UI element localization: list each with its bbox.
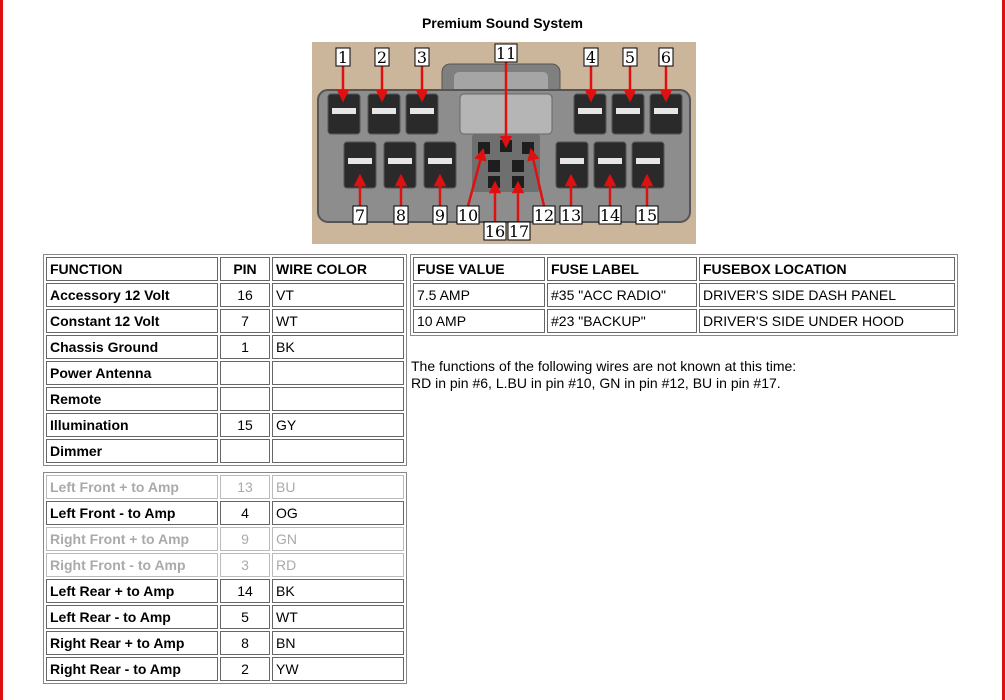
pin-label-5 xyxy=(623,48,637,67)
pin-label-4 xyxy=(584,48,598,67)
table-row xyxy=(413,309,955,333)
pin-label-7 xyxy=(353,206,367,225)
table-row xyxy=(46,361,404,385)
function-cell: Left Front - to Amp xyxy=(46,501,218,525)
color-cell xyxy=(272,361,404,385)
svg-text:11: 11 xyxy=(495,44,517,63)
table-row xyxy=(46,475,404,499)
color-cell: GY xyxy=(272,413,404,437)
function-cell: Power Antenna xyxy=(46,361,218,385)
svg-text:5: 5 xyxy=(624,48,636,67)
fuse-location-cell: DRIVER'S SIDE UNDER HOOD xyxy=(699,309,955,333)
pin-label-1 xyxy=(336,48,350,67)
table-header-row xyxy=(413,257,955,281)
pin-label-8 xyxy=(394,206,408,225)
pin-label-12 xyxy=(533,206,555,225)
table-row xyxy=(413,283,955,307)
table-row xyxy=(46,283,404,307)
function-cell: Right Front - to Amp xyxy=(46,553,218,577)
function-cell: Left Front + to Amp xyxy=(46,475,218,499)
function-cell: Left Rear + to Amp xyxy=(46,579,218,603)
fuse-label-cell: #35 "ACC RADIO" xyxy=(547,283,697,307)
color-cell: BK xyxy=(272,335,404,359)
pin-cell xyxy=(220,387,270,411)
pin-cell: 16 xyxy=(220,283,270,307)
table-header-row xyxy=(46,257,404,281)
pin-cell: 1 xyxy=(220,335,270,359)
unknown-wires-note xyxy=(411,358,796,392)
function-cell: Right Front + to Amp xyxy=(46,527,218,551)
table-row xyxy=(46,657,404,681)
note-line-2: RD in pin #6, L.BU in pin #10, GN in pin #12, BU in pin #17. xyxy=(411,375,781,391)
svg-text:1: 1 xyxy=(337,48,349,67)
function-cell: Left Rear - to Amp xyxy=(46,605,218,629)
function-cell: Chassis Ground xyxy=(46,335,218,359)
function-cell: Right Rear - to Amp xyxy=(46,657,218,681)
pin-label-17 xyxy=(508,222,530,241)
function-cell: Dimmer xyxy=(46,439,218,463)
connector-diagram xyxy=(312,42,696,244)
frame-left xyxy=(0,0,3,700)
header-fusebox-location: FUSEBOX LOCATION xyxy=(699,257,955,281)
fuse-value-cell: 7.5 AMP xyxy=(413,283,545,307)
header-fuse-value: FUSE VALUE xyxy=(413,257,545,281)
table-row xyxy=(46,553,404,577)
pin-label-13 xyxy=(560,206,582,225)
page-title: Premium Sound System xyxy=(421,15,584,31)
svg-text:15: 15 xyxy=(636,206,658,225)
pin-label-2 xyxy=(375,48,389,67)
pin-label-9 xyxy=(433,206,447,225)
pin-cell: 13 xyxy=(220,475,270,499)
header-function: FUNCTION xyxy=(46,257,218,281)
svg-text:10: 10 xyxy=(457,206,479,225)
color-cell: WT xyxy=(272,309,404,333)
svg-text:16: 16 xyxy=(484,222,506,241)
function-cell: Illumination xyxy=(46,413,218,437)
svg-text:3: 3 xyxy=(416,48,428,67)
svg-text:2: 2 xyxy=(376,48,388,67)
pin-cell: 8 xyxy=(220,631,270,655)
color-cell: YW xyxy=(272,657,404,681)
color-cell: BN xyxy=(272,631,404,655)
color-cell: BK xyxy=(272,579,404,603)
pin-cell: 3 xyxy=(220,553,270,577)
pin-label-14 xyxy=(599,206,621,225)
fuse-table xyxy=(410,254,958,336)
svg-text:9: 9 xyxy=(434,206,446,225)
color-cell: RD xyxy=(272,553,404,577)
color-cell: OG xyxy=(272,501,404,525)
svg-text:17: 17 xyxy=(508,222,530,241)
pin-cell: 2 xyxy=(220,657,270,681)
table-row xyxy=(46,387,404,411)
pin-cell xyxy=(220,361,270,385)
table-row xyxy=(46,439,404,463)
color-cell xyxy=(272,387,404,411)
function-cell: Accessory 12 Volt xyxy=(46,283,218,307)
pin-label-10 xyxy=(457,206,479,225)
color-cell: VT xyxy=(272,283,404,307)
fuse-label-cell: #23 "BACKUP" xyxy=(547,309,697,333)
table-row xyxy=(46,501,404,525)
header-pin: PIN xyxy=(220,257,270,281)
function-cell: Remote xyxy=(46,387,218,411)
color-cell: GN xyxy=(272,527,404,551)
function-cell: Constant 12 Volt xyxy=(46,309,218,333)
pin-label-15 xyxy=(636,206,658,225)
color-cell xyxy=(272,439,404,463)
pin-cell: 4 xyxy=(220,501,270,525)
table-row xyxy=(46,605,404,629)
svg-text:4: 4 xyxy=(585,48,597,67)
pin-cell: 14 xyxy=(220,579,270,603)
svg-text:13: 13 xyxy=(560,206,582,225)
table-row xyxy=(46,579,404,603)
speaker-table xyxy=(43,472,407,684)
pin-label-16 xyxy=(484,222,506,241)
svg-text:6: 6 xyxy=(660,48,672,67)
table-row xyxy=(46,631,404,655)
svg-text:12: 12 xyxy=(533,206,555,225)
pin-cell: 9 xyxy=(220,527,270,551)
svg-text:7: 7 xyxy=(354,206,366,225)
pin-label-6 xyxy=(659,48,673,67)
table-row xyxy=(46,335,404,359)
pin-cell: 7 xyxy=(220,309,270,333)
color-cell: BU xyxy=(272,475,404,499)
pin-label-11 xyxy=(495,44,517,63)
table-row xyxy=(46,527,404,551)
pin-cell: 15 xyxy=(220,413,270,437)
pin-cell: 5 xyxy=(220,605,270,629)
table-row xyxy=(46,413,404,437)
pin-label-3 xyxy=(415,48,429,67)
wiring-table xyxy=(43,254,407,466)
note-line-1: The functions of the following wires are not known at this time: xyxy=(411,358,797,374)
svg-text:8: 8 xyxy=(395,206,407,225)
table-row xyxy=(46,309,404,333)
function-cell: Right Rear + to Amp xyxy=(46,631,218,655)
pin-cell xyxy=(220,439,270,463)
fuse-location-cell: DRIVER'S SIDE DASH PANEL xyxy=(699,283,955,307)
fuse-value-cell: 10 AMP xyxy=(413,309,545,333)
color-cell: WT xyxy=(272,605,404,629)
svg-text:14: 14 xyxy=(599,206,621,225)
header-wire-color: WIRE COLOR xyxy=(272,257,404,281)
header-fuse-label: FUSE LABEL xyxy=(547,257,697,281)
